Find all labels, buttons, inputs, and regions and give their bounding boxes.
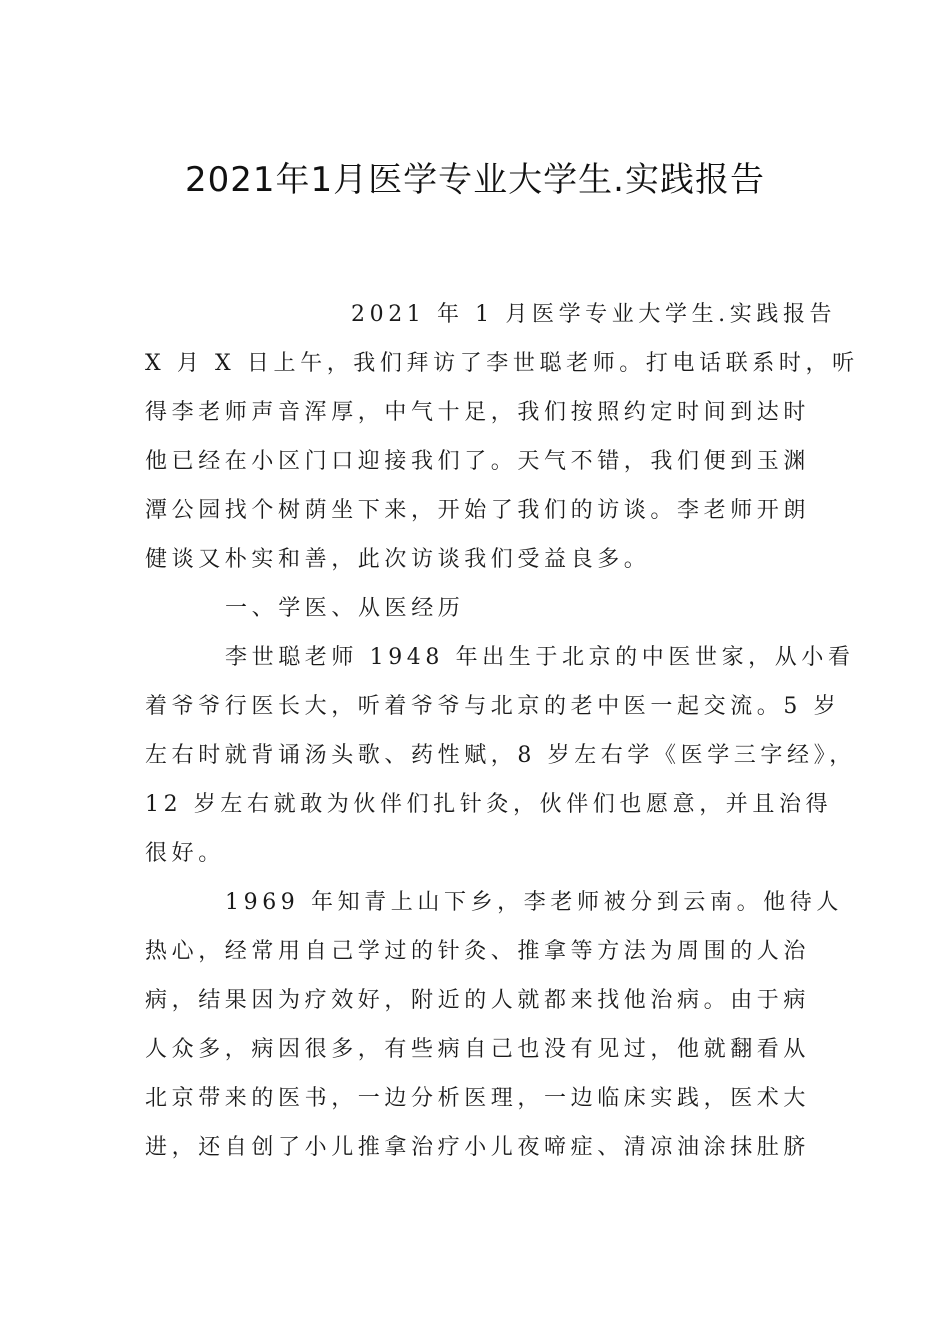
body-line: 北京带来的医书，一边分析医理，一边临床实践，医术大 xyxy=(145,1086,811,1111)
body-line: 着爷爷行医长大，听着爷爷与北京的老中医一起交流。5 岁 xyxy=(145,694,841,719)
body-line: 1969 年知青上山下乡，李老师被分到云南。他待人 xyxy=(225,890,843,915)
body-line: 病，结果因为疗效好，附近的人就都来找他治病。由于病 xyxy=(145,988,811,1013)
body-line: 热心，经常用自己学过的针灸、推拿等方法为周围的人治 xyxy=(145,939,811,964)
body-line: 潭公园找个树荫坐下来，开始了我们的访谈。李老师开朗 xyxy=(145,498,811,523)
body-line: 进，还自创了小儿推拿治疗小儿夜啼症、清凉油涂抹肚脐 xyxy=(145,1135,811,1160)
section-heading: 一、学医、从医经历 xyxy=(225,596,465,621)
body-line: 得李老师声音浑厚，中气十足，我们按照约定时间到达时 xyxy=(145,400,811,425)
body-line: 他已经在小区门口迎接我们了。天气不错，我们便到玉渊 xyxy=(145,449,811,474)
subtitle-line: 2021 年 1 月医学专业大学生.实践报告 xyxy=(351,302,837,327)
body-line: 人众多，病因很多，有些病自己也没有见过，他就翻看从 xyxy=(145,1037,811,1062)
body-line: X 月 X 日上午，我们拜访了李世聪老师。打电话联系时，听 xyxy=(145,351,859,376)
body-line: 健谈又朴实和善，此次访谈我们受益良多。 xyxy=(145,547,651,572)
document-body xyxy=(145,290,859,1172)
body-line: 左右时就背诵汤头歌、药性赋，8 岁左右学《医学三字经》， xyxy=(145,743,856,768)
document-title: 2021年1月医学专业大学生.实践报告 xyxy=(185,160,765,200)
body-line: 12 岁左右就敢为伙伴们扎针灸，伙伴们也愿意，并且治得 xyxy=(145,792,833,817)
body-line: 很好。 xyxy=(145,841,225,866)
body-line: 李世聪老师 1948 年出生于北京的中医世家，从小看 xyxy=(225,645,855,670)
